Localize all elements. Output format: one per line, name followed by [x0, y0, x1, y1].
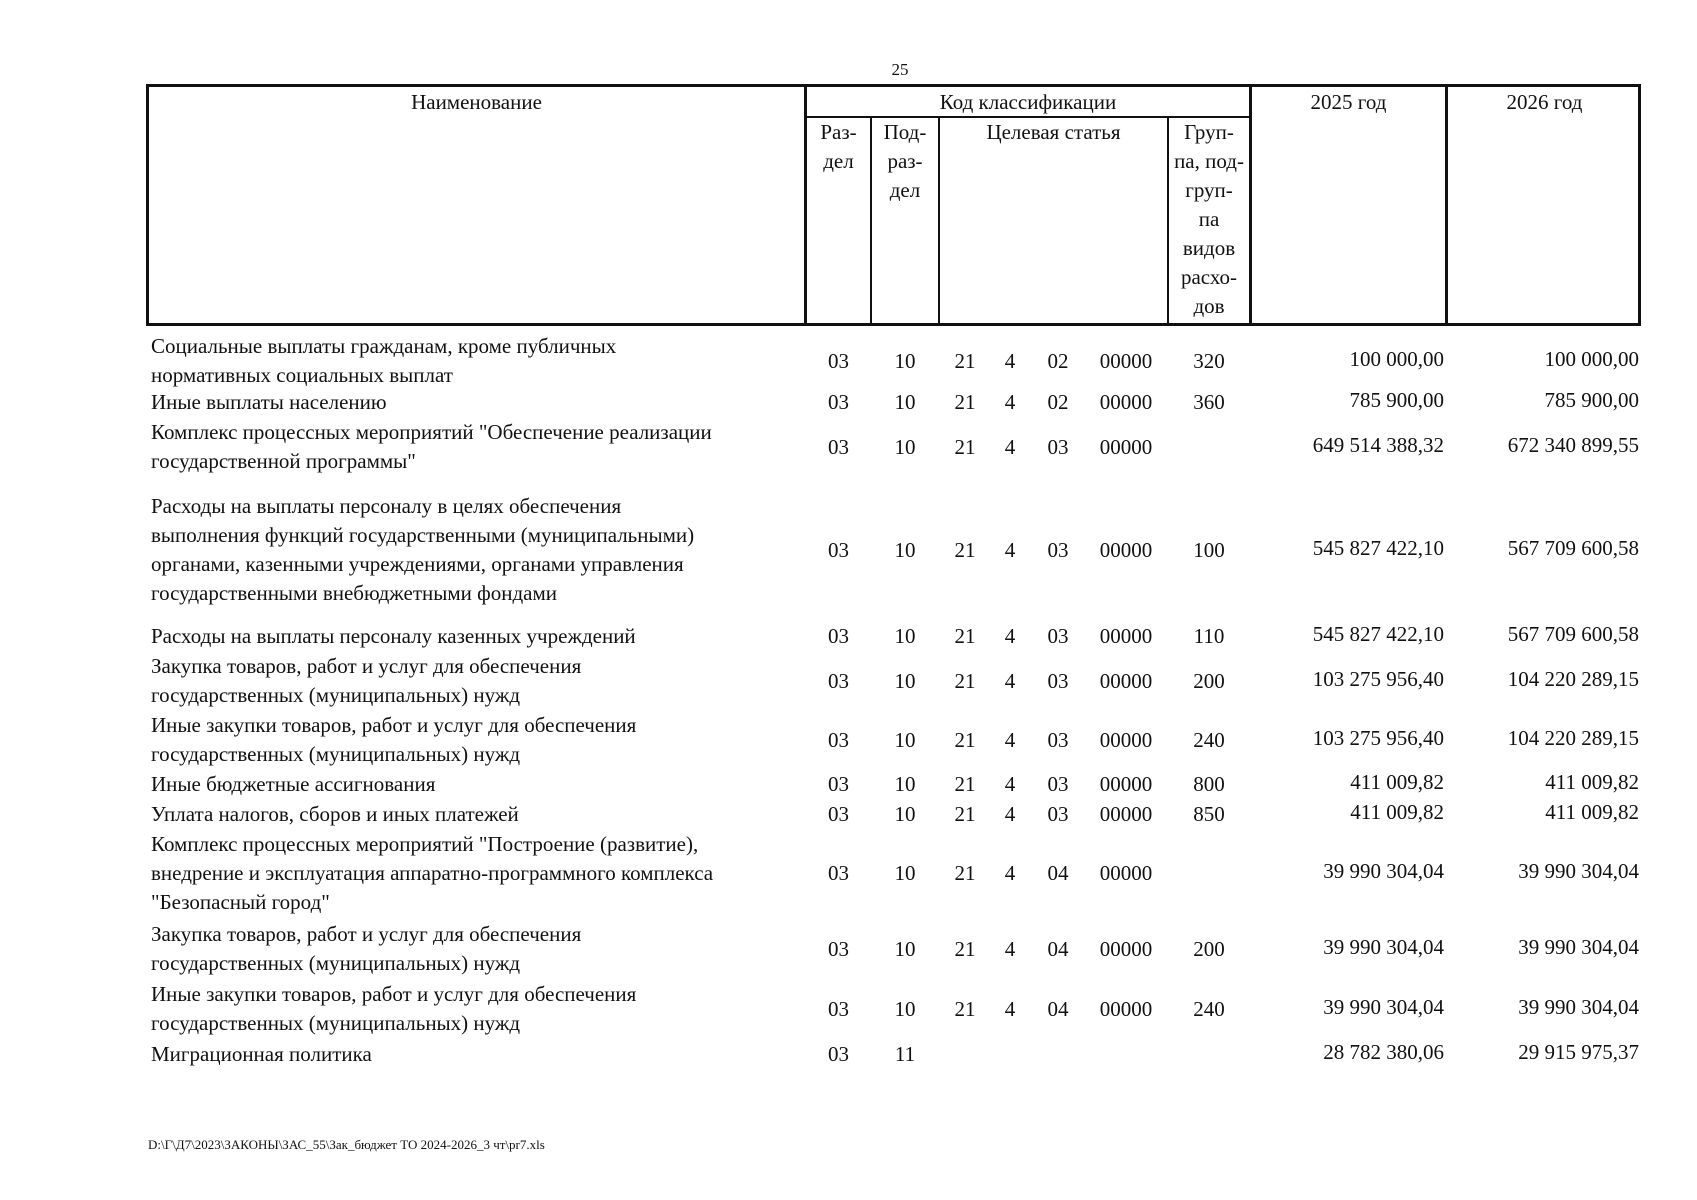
cell-razdel: 03 [828, 624, 849, 648]
cell-podrazdel: 10 [894, 772, 916, 796]
cell-amount-2026: 104 220 289,15 [1507, 725, 1639, 750]
cell-expense-group: 240 [1193, 996, 1225, 1021]
cell-target-complex: 03 [1047, 802, 1069, 826]
cell-name: Иные закупки товаров, работ и услуг для обеспечения государственных (муниципальных) нужд [151, 713, 637, 766]
cell-target-type: 4 [1004, 390, 1016, 414]
cell-expense-group: 200 [1193, 668, 1225, 693]
cell-target-type: 4 [1004, 802, 1016, 826]
cell-expense-group: 200 [1193, 936, 1225, 961]
cell-razdel: 03 [828, 772, 849, 796]
cell-name: Закупка товаров, работ и услуг для обеспечения государственных (муниципальных) нужд [151, 654, 582, 707]
cell-target-program: 21 [954, 668, 976, 693]
cell-target-program: 21 [954, 772, 976, 796]
cell-razdel: 03 [828, 348, 849, 373]
cell-target-complex: 02 [1047, 390, 1069, 414]
col-header-2026: 2026 год [1506, 90, 1583, 114]
cell-target-program: 21 [954, 802, 976, 826]
cell-target-direction: 00000 [1099, 668, 1153, 693]
cell-amount-2025: 39 990 304,04 [1323, 934, 1444, 959]
cell-target-direction: 00000 [1099, 802, 1153, 826]
cell-amount-2026: 785 900,00 [1544, 388, 1639, 412]
table-row [0, 800, 1697, 829]
table-row [0, 332, 1697, 390]
col-header-target: Целевая статья [986, 120, 1121, 144]
table-row [0, 418, 1697, 476]
cell-amount-2026: 411 009,82 [1545, 770, 1639, 794]
table-row [0, 492, 1697, 608]
cell-target-complex: 04 [1047, 996, 1069, 1021]
cell-target-type: 4 [1004, 727, 1016, 752]
cell-target-direction: 00000 [1099, 936, 1153, 961]
table-row [0, 711, 1697, 769]
cell-amount-2025: 39 990 304,04 [1323, 859, 1444, 883]
cell-name: Иные бюджетные ассигнования [151, 772, 436, 796]
cell-podrazdel: 10 [894, 537, 916, 562]
cell-amount-2025: 103 275 956,40 [1312, 666, 1444, 691]
cell-target-program: 21 [954, 996, 976, 1021]
col-header-2025: 2025 год [1310, 90, 1387, 114]
page-number: 25 [891, 60, 909, 79]
cell-name: Закупка товаров, работ и услуг для обеспечения государственных (муниципальных) нужд [151, 922, 582, 975]
cell-name: Миграционная политика [151, 1042, 372, 1066]
cell-target-type: 4 [1004, 996, 1016, 1021]
cell-target-complex: 03 [1047, 537, 1069, 562]
cell-podrazdel: 10 [894, 861, 916, 885]
cell-amount-2025: 28 782 380,06 [1323, 1040, 1444, 1064]
cell-amount-2025: 411 009,82 [1350, 800, 1444, 824]
cell-amount-2025: 411 009,82 [1350, 770, 1444, 794]
cell-name: Расходы на выплаты персоналу в целях обеспечения выполнения функций государственными (муниципальными) органами, казенными учреждениями, органами управления государственными внебюджетными фондами [151, 494, 695, 605]
cell-podrazdel: 10 [894, 624, 916, 648]
cell-podrazdel: 10 [894, 727, 916, 752]
cell-target-complex: 03 [1047, 434, 1069, 459]
col-header-name: Наименование [411, 90, 542, 114]
col-header-podrazdel: Под- раз- дел [883, 120, 927, 202]
cell-target-direction: 00000 [1099, 348, 1153, 373]
col-header-group: Груп- па, под- груп- па видов расхо- дов [1174, 120, 1244, 318]
table-row [0, 1040, 1697, 1069]
cell-amount-2025: 103 275 956,40 [1312, 725, 1444, 750]
cell-target-program: 21 [954, 390, 976, 414]
cell-target-complex: 03 [1047, 624, 1069, 648]
table-row [0, 830, 1697, 917]
cell-target-type: 4 [1004, 537, 1016, 562]
cell-target-type: 4 [1004, 772, 1016, 796]
cell-target-type: 4 [1004, 936, 1016, 961]
cell-target-type: 4 [1004, 861, 1016, 885]
cell-target-program: 21 [954, 624, 976, 648]
cell-razdel: 03 [828, 727, 849, 752]
cell-target-complex: 03 [1047, 772, 1069, 796]
cell-target-program: 21 [954, 861, 976, 885]
cell-target-direction: 00000 [1099, 861, 1153, 885]
cell-amount-2026: 29 915 975,37 [1518, 1040, 1639, 1064]
cell-name: Социальные выплаты гражданам, кроме публичных нормативных социальных выплат [151, 334, 617, 387]
cell-target-program: 21 [954, 434, 976, 459]
table-row [0, 980, 1697, 1038]
cell-expense-group: 240 [1193, 727, 1225, 752]
col-header-code-group: Код классификации [939, 90, 1117, 114]
cell-target-direction: 00000 [1099, 434, 1153, 459]
cell-razdel: 03 [828, 861, 849, 885]
cell-podrazdel: 10 [894, 390, 916, 414]
table-row [0, 920, 1697, 978]
cell-expense-group: 100 [1193, 537, 1225, 562]
cell-name: Иные закупки товаров, работ и услуг для обеспечения государственных (муниципальных) нужд [151, 982, 637, 1035]
cell-target-direction: 00000 [1099, 772, 1153, 796]
cell-razdel: 03 [828, 996, 849, 1021]
cell-amount-2025: 545 827 422,10 [1312, 622, 1444, 646]
cell-razdel: 03 [828, 802, 849, 826]
cell-name: Комплекс процессных мероприятий "Обеспечение реализации государственной программы" [151, 420, 712, 473]
cell-razdel: 03 [828, 1042, 849, 1066]
cell-amount-2025: 785 900,00 [1349, 388, 1444, 412]
cell-expense-group: 110 [1193, 624, 1225, 648]
cell-amount-2025: 100 000,00 [1349, 346, 1444, 371]
cell-target-program: 21 [954, 727, 976, 752]
cell-amount-2026: 672 340 899,55 [1507, 432, 1639, 457]
cell-razdel: 03 [828, 434, 849, 459]
cell-target-direction: 00000 [1099, 727, 1153, 752]
cell-target-type: 4 [1004, 624, 1016, 648]
cell-podrazdel: 10 [894, 668, 916, 693]
table-row [0, 770, 1697, 799]
cell-podrazdel: 10 [894, 434, 916, 459]
file-path: D:\Г\Д7\2023\ЗАКОНЫ\ЗАС_55\Зак_бюджет ТО 2024-2026_3 чт\pr7.xls [148, 1137, 545, 1152]
cell-target-direction: 00000 [1099, 390, 1153, 414]
cell-amount-2026: 567 709 600,58 [1507, 622, 1639, 646]
cell-amount-2026: 39 990 304,04 [1518, 934, 1639, 959]
cell-target-complex: 02 [1047, 348, 1069, 373]
cell-amount-2026: 100 000,00 [1544, 346, 1639, 371]
cell-target-program: 21 [954, 936, 976, 961]
cell-target-direction: 00000 [1099, 537, 1153, 562]
cell-podrazdel: 11 [894, 1042, 916, 1066]
cell-razdel: 03 [828, 390, 849, 414]
cell-amount-2025: 649 514 388,32 [1312, 432, 1444, 457]
cell-target-program: 21 [954, 537, 976, 562]
cell-amount-2025: 39 990 304,04 [1323, 994, 1444, 1019]
cell-podrazdel: 10 [894, 348, 916, 373]
table-row [0, 622, 1697, 651]
cell-target-complex: 03 [1047, 668, 1069, 693]
cell-name: Комплекс процессных мероприятий "Построение (развитие), внедрение и эксплуатация аппаратно-программного комплекса "Безопасный город" [151, 832, 714, 914]
cell-target-type: 4 [1004, 434, 1016, 459]
cell-podrazdel: 10 [894, 802, 916, 826]
cell-target-complex: 04 [1047, 861, 1069, 885]
cell-amount-2026: 39 990 304,04 [1518, 859, 1639, 883]
cell-amount-2026: 39 990 304,04 [1518, 994, 1639, 1019]
cell-podrazdel: 10 [894, 936, 916, 961]
cell-target-type: 4 [1004, 348, 1016, 373]
cell-target-complex: 03 [1047, 727, 1069, 752]
cell-target-type: 4 [1004, 668, 1016, 693]
cell-target-direction: 00000 [1099, 996, 1153, 1021]
cell-amount-2026: 104 220 289,15 [1507, 666, 1639, 691]
col-header-razdel: Раз- дел [820, 120, 857, 173]
cell-target-direction: 00000 [1099, 624, 1153, 648]
cell-name: Уплата налогов, сборов и иных платежей [151, 802, 519, 826]
cell-target-program: 21 [954, 348, 976, 373]
cell-expense-group: 320 [1193, 348, 1225, 373]
table-row [0, 388, 1697, 417]
cell-name: Расходы на выплаты персоналу казенных учреждений [151, 624, 636, 648]
cell-expense-group: 360 [1193, 390, 1225, 414]
cell-target-complex: 04 [1047, 936, 1069, 961]
cell-expense-group: 800 [1193, 772, 1225, 796]
cell-name: Иные выплаты населению [151, 390, 387, 414]
cell-razdel: 03 [828, 936, 849, 961]
cell-razdel: 03 [828, 668, 849, 693]
cell-amount-2026: 411 009,82 [1545, 800, 1639, 824]
cell-podrazdel: 10 [894, 996, 916, 1021]
cell-amount-2026: 567 709 600,58 [1507, 535, 1639, 560]
cell-razdel: 03 [828, 537, 849, 562]
cell-amount-2025: 545 827 422,10 [1312, 535, 1444, 560]
table-row [0, 652, 1697, 710]
cell-expense-group: 850 [1193, 802, 1225, 826]
